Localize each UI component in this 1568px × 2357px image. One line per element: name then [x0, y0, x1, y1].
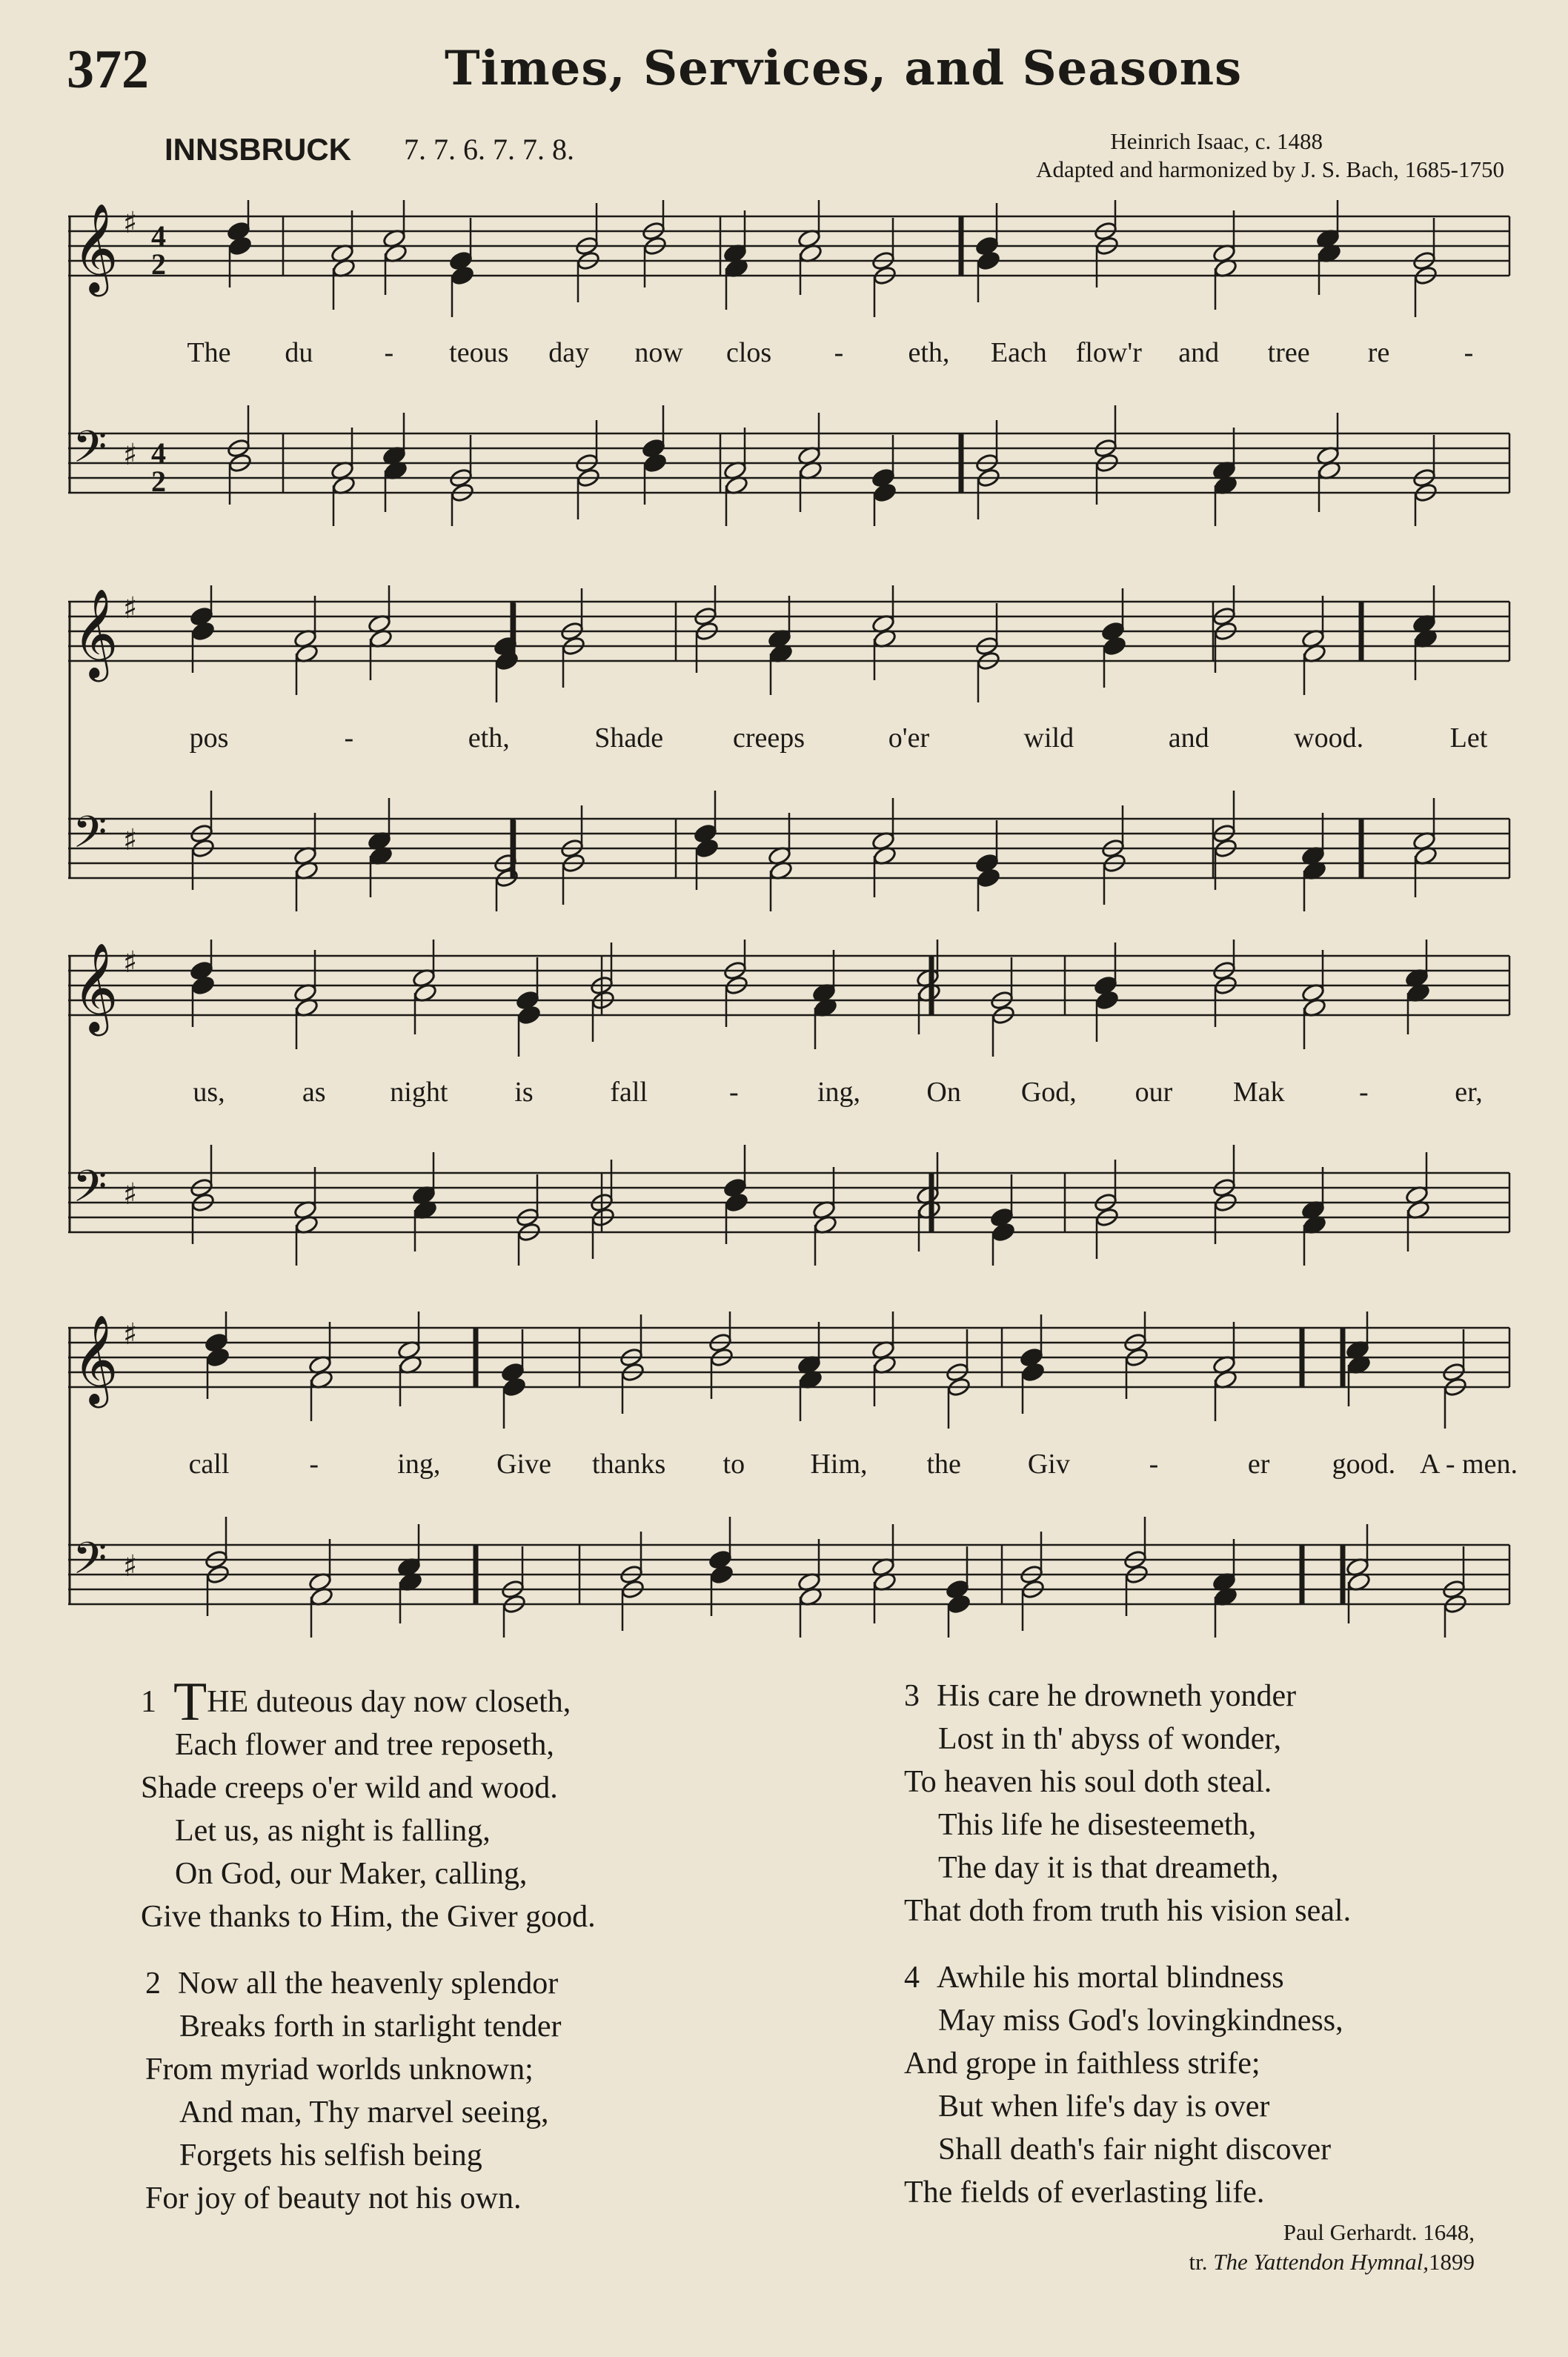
lyric-syllable: o'er	[888, 722, 930, 754]
time-signature-top: 4	[151, 219, 166, 253]
lyric-syllable: and	[1178, 337, 1220, 368]
stanza-line: Breaks forth in starlight tender	[179, 2009, 562, 2044]
time-signature-bottom: 2	[151, 465, 166, 498]
stanza-line: For joy of beauty not his own.	[145, 2181, 522, 2215]
stanza-line: Forgets his selfish being	[179, 2138, 482, 2173]
treble-clef-icon: 𝄞	[73, 942, 119, 1032]
stanza-line: To heaven his soul doth steal.	[904, 1765, 1272, 1799]
stanza-text: HE duteous day now closeth,	[207, 1685, 571, 1719]
stanza-line	[145, 1962, 562, 2005]
lyric-line	[68, 722, 1513, 759]
lyric-syllable: Each	[990, 337, 1047, 368]
stanza-number: 2	[145, 1967, 161, 2001]
stanza-line: From myriad worlds unknown;	[145, 2052, 534, 2087]
stanza-line	[904, 1675, 1351, 1718]
lyric-syllable: eth,	[908, 337, 950, 368]
text-credit	[1037, 2218, 1475, 2277]
lyric-syllable: is	[514, 1077, 534, 1108]
lyric-syllable: eth,	[468, 722, 510, 754]
stanza-number: 4	[904, 1961, 920, 1995]
running-head: Times, Services, and Seasons	[445, 41, 1243, 96]
lyric-syllable: Shade	[594, 722, 664, 754]
stanza-line: And grope in faithless strife;	[904, 2047, 1260, 2081]
lyric-syllable: clos	[725, 337, 772, 368]
bass-clef-icon: 𝄢	[73, 1160, 107, 1223]
lyric-hyphen: -	[729, 1077, 739, 1108]
time-signature-top: 4	[151, 436, 166, 470]
lyric-syllable: pos	[189, 722, 229, 754]
lyric-syllable: Give	[496, 1449, 551, 1480]
lyric-syllable: Him,	[810, 1449, 868, 1480]
lyric-hyphen: -	[1149, 1449, 1159, 1480]
key-sharp-icon: ♯	[123, 1549, 138, 1583]
lyric-syllable: wild	[1023, 722, 1074, 754]
lyric-syllable: day	[548, 337, 590, 368]
stanza-line: This life he disesteemeth,	[938, 1808, 1257, 1842]
music-system-2	[68, 585, 1513, 911]
lyric-syllable: to	[722, 1449, 745, 1480]
lyric-syllable: flow'r	[1075, 337, 1142, 368]
lyric-syllable: wood.	[1294, 722, 1364, 754]
lyric-syllable: call	[188, 1449, 230, 1480]
lyric-syllable: er,	[1455, 1077, 1483, 1108]
lyric-syllable: as	[302, 1077, 326, 1108]
stanza-line	[904, 1956, 1343, 1999]
key-sharp-icon: ♯	[123, 1177, 138, 1211]
lyric-hyphen: -	[834, 337, 844, 368]
stanza-number: 1	[141, 1685, 156, 1719]
stanza-line: May miss God's lovingkindness,	[938, 2004, 1343, 2038]
stanza-text: His care he drowneth yonder	[937, 1679, 1297, 1713]
composer-line: Heinrich Isaac, c. 1488	[1110, 128, 1323, 154]
lyric-syllable: fall	[610, 1077, 648, 1108]
stanza-line: Shade creeps o'er wild and wood.	[141, 1771, 558, 1805]
lyric-syllable: The	[187, 337, 231, 368]
key-sharp-icon: ♯	[123, 206, 138, 240]
lyric-hyphen: -	[309, 1449, 319, 1480]
stanza-1	[141, 1672, 596, 1938]
stanza-2	[145, 1962, 562, 2220]
lyric-syllable: Mak	[1232, 1077, 1285, 1108]
key-sharp-icon: ♯	[123, 591, 138, 625]
lyric-hyphen: -	[1464, 337, 1474, 368]
lyric-syllable: the	[926, 1449, 961, 1480]
lyric-syllable: thanks	[592, 1449, 666, 1480]
lyric-syllable: God,	[1020, 1077, 1077, 1108]
lyric-syllable: us,	[193, 1077, 225, 1108]
arranger-line: Adapted and harmonized by J. S. Bach, 1685-1750	[1036, 156, 1504, 182]
lyric-syllable: now	[634, 337, 683, 368]
lyric-syllable: teous	[449, 337, 509, 368]
stanza-line: Let us, as night is falling,	[175, 1814, 491, 1848]
lyric-syllable: our	[1135, 1077, 1173, 1108]
bass-clef-icon: 𝄢	[73, 806, 107, 868]
stanza-line	[141, 1672, 596, 1732]
lyric-hyphen: -	[344, 722, 354, 754]
music-system-4	[68, 1312, 1518, 1638]
stanza-line: On God, our Maker, calling,	[175, 1857, 528, 1891]
stanza-number: 3	[904, 1679, 920, 1713]
translation-source: The Yattendon Hymnal,	[1213, 2249, 1429, 2275]
lyric-hyphen: -	[1359, 1077, 1369, 1108]
lyric-syllable: and	[1168, 722, 1209, 754]
translation-prefix: tr.	[1189, 2249, 1208, 2275]
lyric-syllable: A - men.	[1420, 1449, 1518, 1480]
key-sharp-icon: ♯	[123, 1317, 138, 1352]
lyric-syllable: On	[926, 1077, 961, 1108]
treble-clef-icon: 𝄞	[73, 588, 119, 678]
translation-line	[1037, 2247, 1475, 2277]
lyric-line	[68, 1076, 1513, 1113]
lyric-line	[68, 336, 1513, 373]
drop-cap: T	[173, 1672, 207, 1732]
lyric-syllable: Giv	[1027, 1449, 1070, 1480]
stanza-3	[904, 1675, 1351, 1932]
treble-clef-icon: 𝄞	[73, 202, 119, 293]
key-sharp-icon: ♯	[123, 945, 138, 980]
lyric-syllable: ing,	[817, 1077, 861, 1108]
stanza-line: Each flower and tree reposeth,	[175, 1728, 554, 1762]
lyric-hyphen: -	[384, 337, 394, 368]
lyric-syllable: tree	[1267, 337, 1310, 368]
stanza-line: Lost in th' abyss of wonder,	[938, 1722, 1282, 1756]
lyric-syllable: Let	[1449, 722, 1488, 754]
composer-credit	[889, 127, 1504, 184]
translation-year: 1899	[1429, 2249, 1475, 2275]
music-system-3	[68, 940, 1513, 1266]
stanza-line: The fields of everlasting life.	[904, 2175, 1265, 2210]
stanza-text: Awhile his mortal blindness	[937, 1961, 1284, 1995]
stanza-text: Now all the heavenly splendor	[178, 1967, 559, 2001]
stanza-line: Shall death's fair night discover	[938, 2132, 1332, 2167]
stanza-line: And man, Thy marvel seeing,	[179, 2095, 549, 2130]
page-number: 372	[67, 39, 149, 100]
stanza-line: That doth from truth his vision seal.	[904, 1894, 1352, 1928]
lyric-syllable: creeps	[733, 722, 805, 754]
lyric-syllable: er	[1247, 1449, 1270, 1480]
stanza-line: Give thanks to Him, the Giver good.	[141, 1900, 596, 1934]
lyric-syllable: du	[285, 337, 313, 368]
time-signature-bottom: 2	[151, 247, 166, 281]
lyric-line	[68, 1448, 1518, 1485]
bass-clef-icon: 𝄢	[73, 1532, 107, 1595]
music-system-1	[68, 200, 1513, 526]
stanza-line: But when life's day is over	[938, 2090, 1270, 2124]
tune-meter: 7. 7. 6. 7. 7. 8.	[404, 133, 574, 166]
stanza-line: The day it is that dreameth,	[938, 1851, 1279, 1885]
treble-clef-icon: 𝄞	[73, 1314, 119, 1404]
bass-clef-icon: 𝄢	[73, 421, 107, 483]
lyric-syllable: good.	[1332, 1449, 1396, 1480]
lyric-syllable: re	[1367, 337, 1390, 368]
key-sharp-icon: ♯	[123, 823, 138, 857]
author-line: Paul Gerhardt. 1648,	[1283, 2219, 1475, 2245]
stanza-4	[904, 1956, 1343, 2214]
lyric-syllable: ing,	[397, 1449, 441, 1480]
tune-name: INNSBRUCK	[165, 132, 351, 167]
lyric-syllable: night	[390, 1077, 448, 1108]
key-sharp-icon: ♯	[123, 438, 138, 472]
